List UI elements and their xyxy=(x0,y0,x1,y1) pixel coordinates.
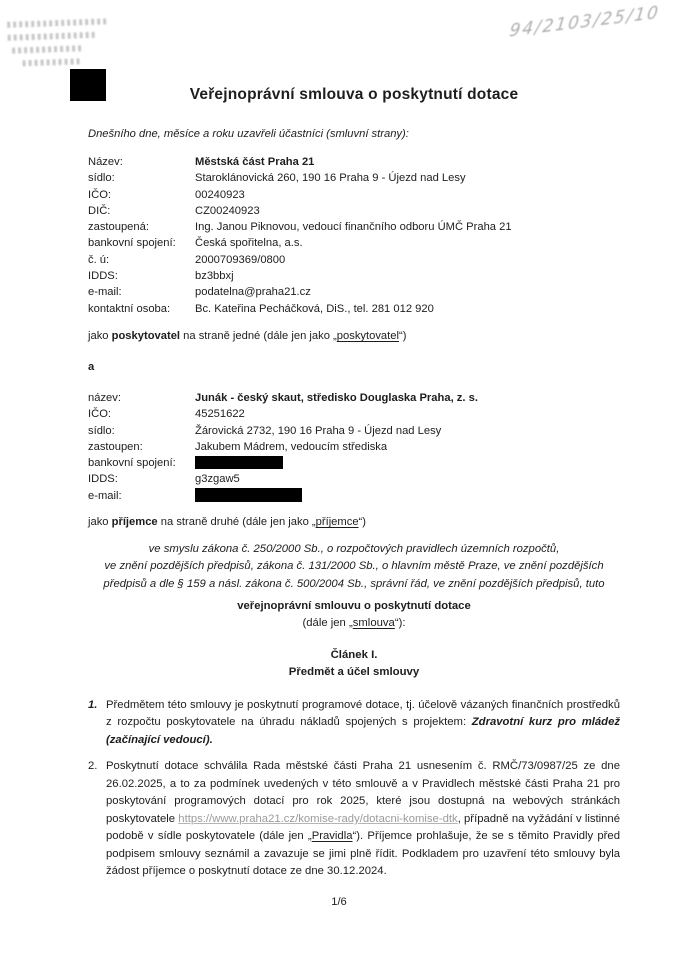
field-label: IDDS: xyxy=(88,270,118,283)
preamble-line: ve smyslu zákona č. 250/2000 Sb., o rozpočtových pravidlech územních rozpočtů, xyxy=(148,543,560,556)
paragraph-text xyxy=(106,758,620,881)
paragraph-text-segment: , případně na vyžádání v listinné podobě v sídle poskytovatele (dále jen „ xyxy=(106,812,620,843)
redacted-value xyxy=(195,456,283,469)
contract-subtitle-line xyxy=(88,615,620,632)
field-label: zastoupen: xyxy=(88,440,143,453)
paragraph-1 xyxy=(88,697,620,750)
info-row xyxy=(88,471,620,487)
info-row xyxy=(88,455,620,471)
field-value: CZ00240923 xyxy=(195,204,260,217)
field-value: podatelna@praha21.cz xyxy=(195,286,311,299)
document-title: Veřejnoprávní smlouva o poskytnutí dotace xyxy=(189,86,519,103)
paragraph-text xyxy=(106,697,620,750)
field-value: Žárovická 2732, 190 16 Praha 9 - Újezd nad Lesy xyxy=(195,424,442,437)
role-text: jako xyxy=(88,516,112,529)
paragraph-number: 2. xyxy=(88,760,98,773)
field-label: sídlo: xyxy=(88,424,115,437)
subtitle-text: “): xyxy=(394,616,406,629)
info-row xyxy=(88,252,620,268)
role-text: jako xyxy=(88,329,112,342)
paragraph-text-segment: Poskytnutí dotace schválila Rada městské části Praha 21 usnesením č. RMČ/73/0987/25 ze dne 26.02.2025, a to za podmínek uvedených v této smlouvě a v Pravidlech městské části Praha 21 pro poskytování programových dotací pro rok 2025, které jsou dostupná na webových stránkách poskytovatele xyxy=(106,760,620,825)
field-label: e-mail: xyxy=(88,489,122,502)
field-value: Junák - český skaut, středisko Douglaska Praha, z. s. xyxy=(195,391,478,404)
provider-block xyxy=(88,154,620,317)
info-row xyxy=(88,439,620,455)
legal-preamble xyxy=(88,541,620,593)
field-label: IČO: xyxy=(88,408,111,421)
contract-title-line: veřejnoprávní smlouvu o poskytnutí dotace xyxy=(237,599,471,612)
subtitle-quoted-term: smlouva xyxy=(352,616,395,629)
field-value: Česká spořitelna, a.s. xyxy=(195,237,303,250)
role-text: “) xyxy=(358,516,366,529)
stamp-line xyxy=(8,32,96,41)
article-heading xyxy=(88,647,620,681)
paragraph-2 xyxy=(88,758,620,881)
info-row xyxy=(88,284,620,300)
info-row xyxy=(88,268,620,284)
role-bold: poskytovatel xyxy=(111,329,181,342)
info-row xyxy=(88,423,620,439)
info-row xyxy=(88,488,620,504)
role-bold: příjemce xyxy=(111,516,158,529)
field-label: kontaktní osoba: xyxy=(88,302,171,315)
field-value: bz3bbxj xyxy=(195,270,234,283)
field-label: e-mail: xyxy=(88,286,122,299)
field-label: sídlo: xyxy=(88,172,115,185)
preamble-line: ve znění pozdějších předpisů, zákona č. 131/2000 Sb., o hlavním městě Praze, ve znění pozdějších xyxy=(104,560,604,573)
field-value: Jakubem Mádrem, vedoucím střediska xyxy=(195,440,388,453)
info-row xyxy=(88,390,620,406)
conjunction-a: a xyxy=(88,360,95,373)
praha21-url-link[interactable]: https://www.praha21.cz/komise-rady/dotacni-komise-dtk xyxy=(178,812,458,825)
info-row xyxy=(88,406,620,422)
redacted-value xyxy=(195,488,302,502)
field-label: zastoupená: xyxy=(88,221,149,234)
provider-role-line xyxy=(88,328,620,344)
role-quoted-term: poskytovatel xyxy=(336,329,399,342)
intro-line: Dnešního dne, měsíce a roku uzavřeli účastníci (smluvní strany): xyxy=(88,128,409,140)
paragraph-number: 1. xyxy=(88,698,98,711)
page-number: 1/6 xyxy=(331,896,347,908)
field-value: g3zgaw5 xyxy=(195,473,240,486)
article-number: Článek I. xyxy=(330,648,378,661)
field-value: Městská část Praha 21 xyxy=(195,156,315,168)
field-value: Staroklánovická 260, 190 16 Praha 9 - Újezd nad Lesy xyxy=(195,172,466,185)
info-row xyxy=(88,219,620,235)
project-name: Zdravotní kurz pro mládež (začínající vedoucí). xyxy=(106,716,620,746)
field-value: 45251622 xyxy=(195,408,245,421)
role-text: na straně druhé (dále jen jako „ xyxy=(157,516,316,529)
field-label: bankovní spojení: xyxy=(88,237,176,250)
field-value: Ing. Janou Piknovou, vedoucí finančního odboru ÚMČ Praha 21 xyxy=(195,221,512,234)
field-label: č. ú: xyxy=(88,253,110,266)
role-text: na straně jedné (dále jen jako „ xyxy=(180,329,337,342)
article-name: Předmět a účel smlouvy xyxy=(288,665,420,678)
role-quoted-term: příjemce xyxy=(315,516,359,529)
field-label: název: xyxy=(88,391,121,404)
info-row xyxy=(88,154,620,170)
info-row xyxy=(88,187,620,203)
field-label: bankovní spojení: xyxy=(88,457,176,470)
field-label: DIČ: xyxy=(88,204,111,217)
stamp-line xyxy=(12,45,82,53)
recipient-role-line xyxy=(88,514,620,530)
pravidla-quoted-term: Pravidla xyxy=(311,830,353,843)
recipient-block xyxy=(88,390,620,504)
info-row xyxy=(88,170,620,186)
field-value: 2000709369/0800 xyxy=(195,253,286,266)
info-row xyxy=(88,203,620,219)
paragraph-text-segment: Předmětem této smlouvy je poskytnutí programové dotace, tj. účelově vázaných finančních prostředků z rozpočtu poskytovatele na úhradu nákladů spojených s projektem: xyxy=(106,698,620,729)
field-value: Bc. Kateřina Pecháčková, DiS., tel. 281 012 920 xyxy=(195,302,434,315)
role-text: “) xyxy=(398,329,407,342)
paragraph-text-segment: “). Příjemce prohlašuje, že se s těmito Pravidly před podpisem smlouvy seznámil a zavazuje se jimi plně řídit. Podkladem pro uzavření této smlouvy byla žádost příjemce o poskytnutí dotace ze dne 30.12.2024. xyxy=(106,830,620,878)
info-row xyxy=(88,301,620,317)
contract-heading xyxy=(88,598,620,632)
info-row xyxy=(88,235,620,251)
stamp-line xyxy=(22,58,80,66)
field-label: IDDS: xyxy=(88,473,118,486)
subtitle-text: (dále jen „ xyxy=(302,616,353,629)
preamble-line: předpisů a dle § 159 a násl. zákona č. 500/2004 Sb., správní řád, ve znění pozdějších předpisů, tuto xyxy=(103,577,605,590)
handwritten-number: 94/2103/25/10 xyxy=(507,2,661,42)
field-label: Název: xyxy=(88,156,123,168)
field-value: 00240923 xyxy=(195,188,245,201)
field-label: IČO: xyxy=(88,188,111,201)
